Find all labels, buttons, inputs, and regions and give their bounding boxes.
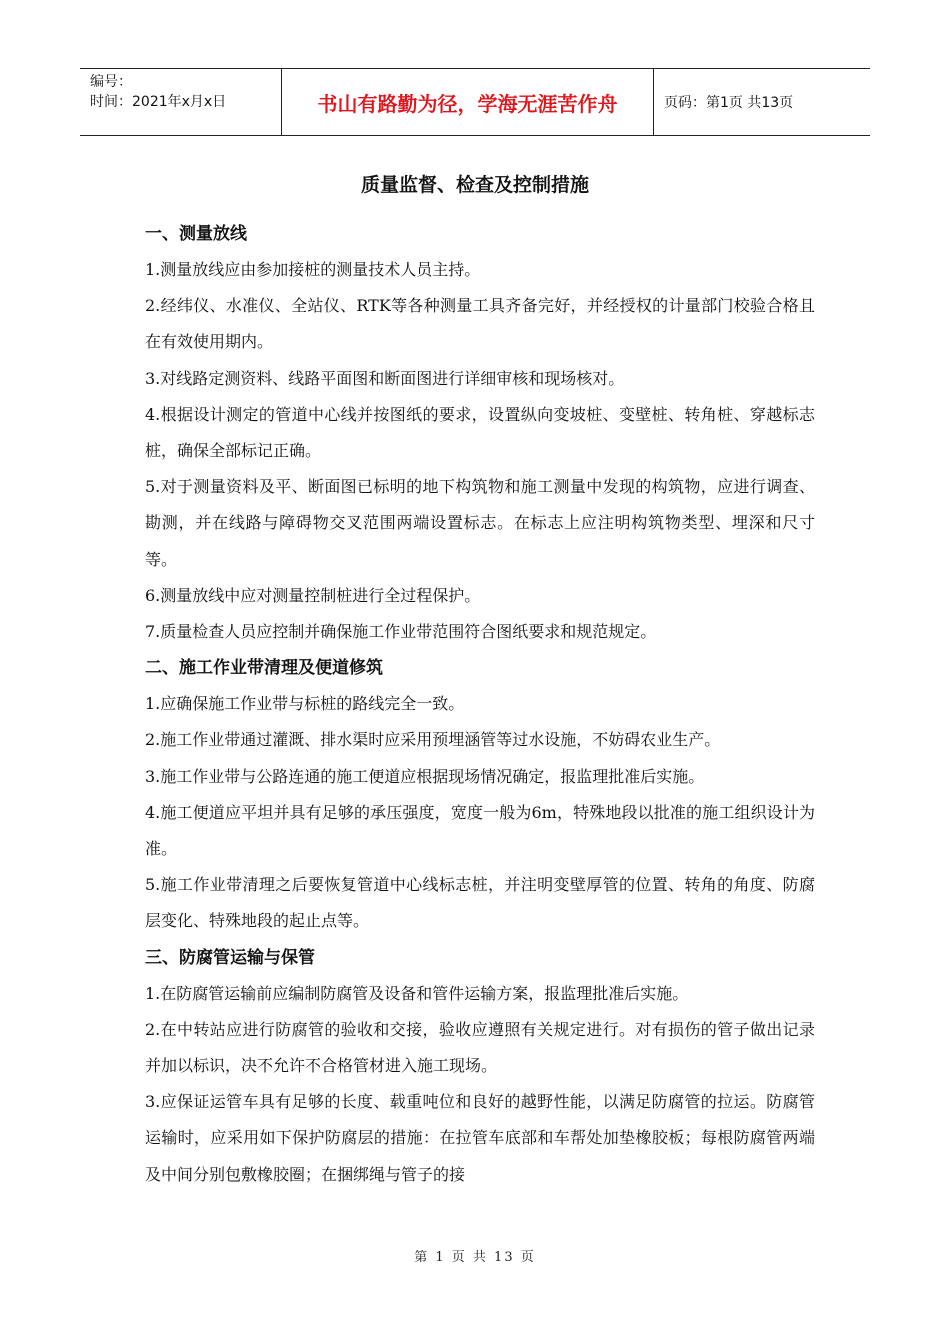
paragraph: 1.应确保施工作业带与标桩的路线完全一致。 xyxy=(145,694,465,714)
section-heading: 二、施工作业带清理及便道修筑 xyxy=(145,658,383,679)
paragraph: 1.测量放线应由参加接桩的测量技术人员主持。 xyxy=(145,260,481,279)
header-meta xyxy=(80,69,281,135)
header-motto: 书山有路勤为径，学海无涯苦作舟 xyxy=(281,69,654,135)
paragraph: 1.在防腐管运输前应编制防腐管及设备和管件运输方案，报监理批准后实施。 xyxy=(145,983,689,1003)
paragraph: 6.测量放线中应对测量控制桩进行全过程保护。 xyxy=(145,585,481,605)
header-date-label: 时间：2021年x月x日 xyxy=(90,94,227,110)
section-heading: 三、防腐管运输与保管 xyxy=(145,947,315,968)
document-body xyxy=(145,216,815,1193)
page-footer: 第 1 页 共 13 页 xyxy=(414,1250,536,1265)
paragraph: 7.质量检查人员应控制并确保施工作业带范围符合图纸要求和规范规定。 xyxy=(145,622,657,642)
paragraph: 2.在中转站应进行防腐管的验收和交接，验收应遵照有关规定进行。对有损伤的管子做出记录并加以标识，决不允许不合格管材进入施工现场。 xyxy=(145,1019,815,1076)
section-heading: 一、测量放线 xyxy=(145,224,247,244)
paragraph: 2.施工作业带通过灌溉、排水渠时应采用预埋涵管等过水设施，不妨碍农业生产。 xyxy=(145,730,721,750)
header-number-label: 编号： xyxy=(90,74,132,90)
paragraph: 3.应保证运管车具有足够的长度、载重吨位和良好的越野性能，以满足防腐管的拉运。防腐管运输时，应采用如下保护防腐层的措施：在拉管车底部和车帮处加垫橡胶板；每根防腐管两端及中间分别包敷橡胶圈；在捆绑绳与管子的接 xyxy=(145,1092,815,1184)
page-title: 质量监督、检查及控制措施 xyxy=(360,174,589,196)
paragraph: 4.根据设计测定的管道中心线并按图纸的要求，设置纵向变坡桩、变壁桩、转角桩、穿越标志桩，确保全部标记正确。 xyxy=(145,404,815,461)
paragraph: 3.施工作业带与公路连通的施工便道应根据现场情况确定，报监理批准后实施。 xyxy=(145,766,705,786)
paragraph: 3.对线路定测资料、线路平面图和断面图进行详细审核和现场核对。 xyxy=(145,368,625,388)
paragraph: 5.对于测量资料及平、断面图已标明的地下构筑物和施工测量中发现的构筑物，应进行调查、勘测，并在线路与障碍物交叉范围两端设置标志。在标志上应注明构筑物类型、埋深和尺寸等。 xyxy=(145,477,815,569)
paragraph: 5.施工作业带清理之后要恢复管道中心线标志桩，并注明变壁厚管的位置、转角的角度、防腐层变化、特殊地段的起止点等。 xyxy=(145,875,815,931)
paragraph: 4.施工便道应平坦并具有足够的承压强度，宽度一般为6m，特殊地段以批准的施工组织设计为准。 xyxy=(145,802,815,859)
paragraph: 2.经纬仪、水准仪、全站仪、RTK等各种测量工具齐备完好，并经授权的计量部门校验合格且在有效使用期内。 xyxy=(145,296,815,352)
document-header xyxy=(80,68,870,136)
header-page-info: 页码：第1页 共13页 xyxy=(664,95,794,111)
